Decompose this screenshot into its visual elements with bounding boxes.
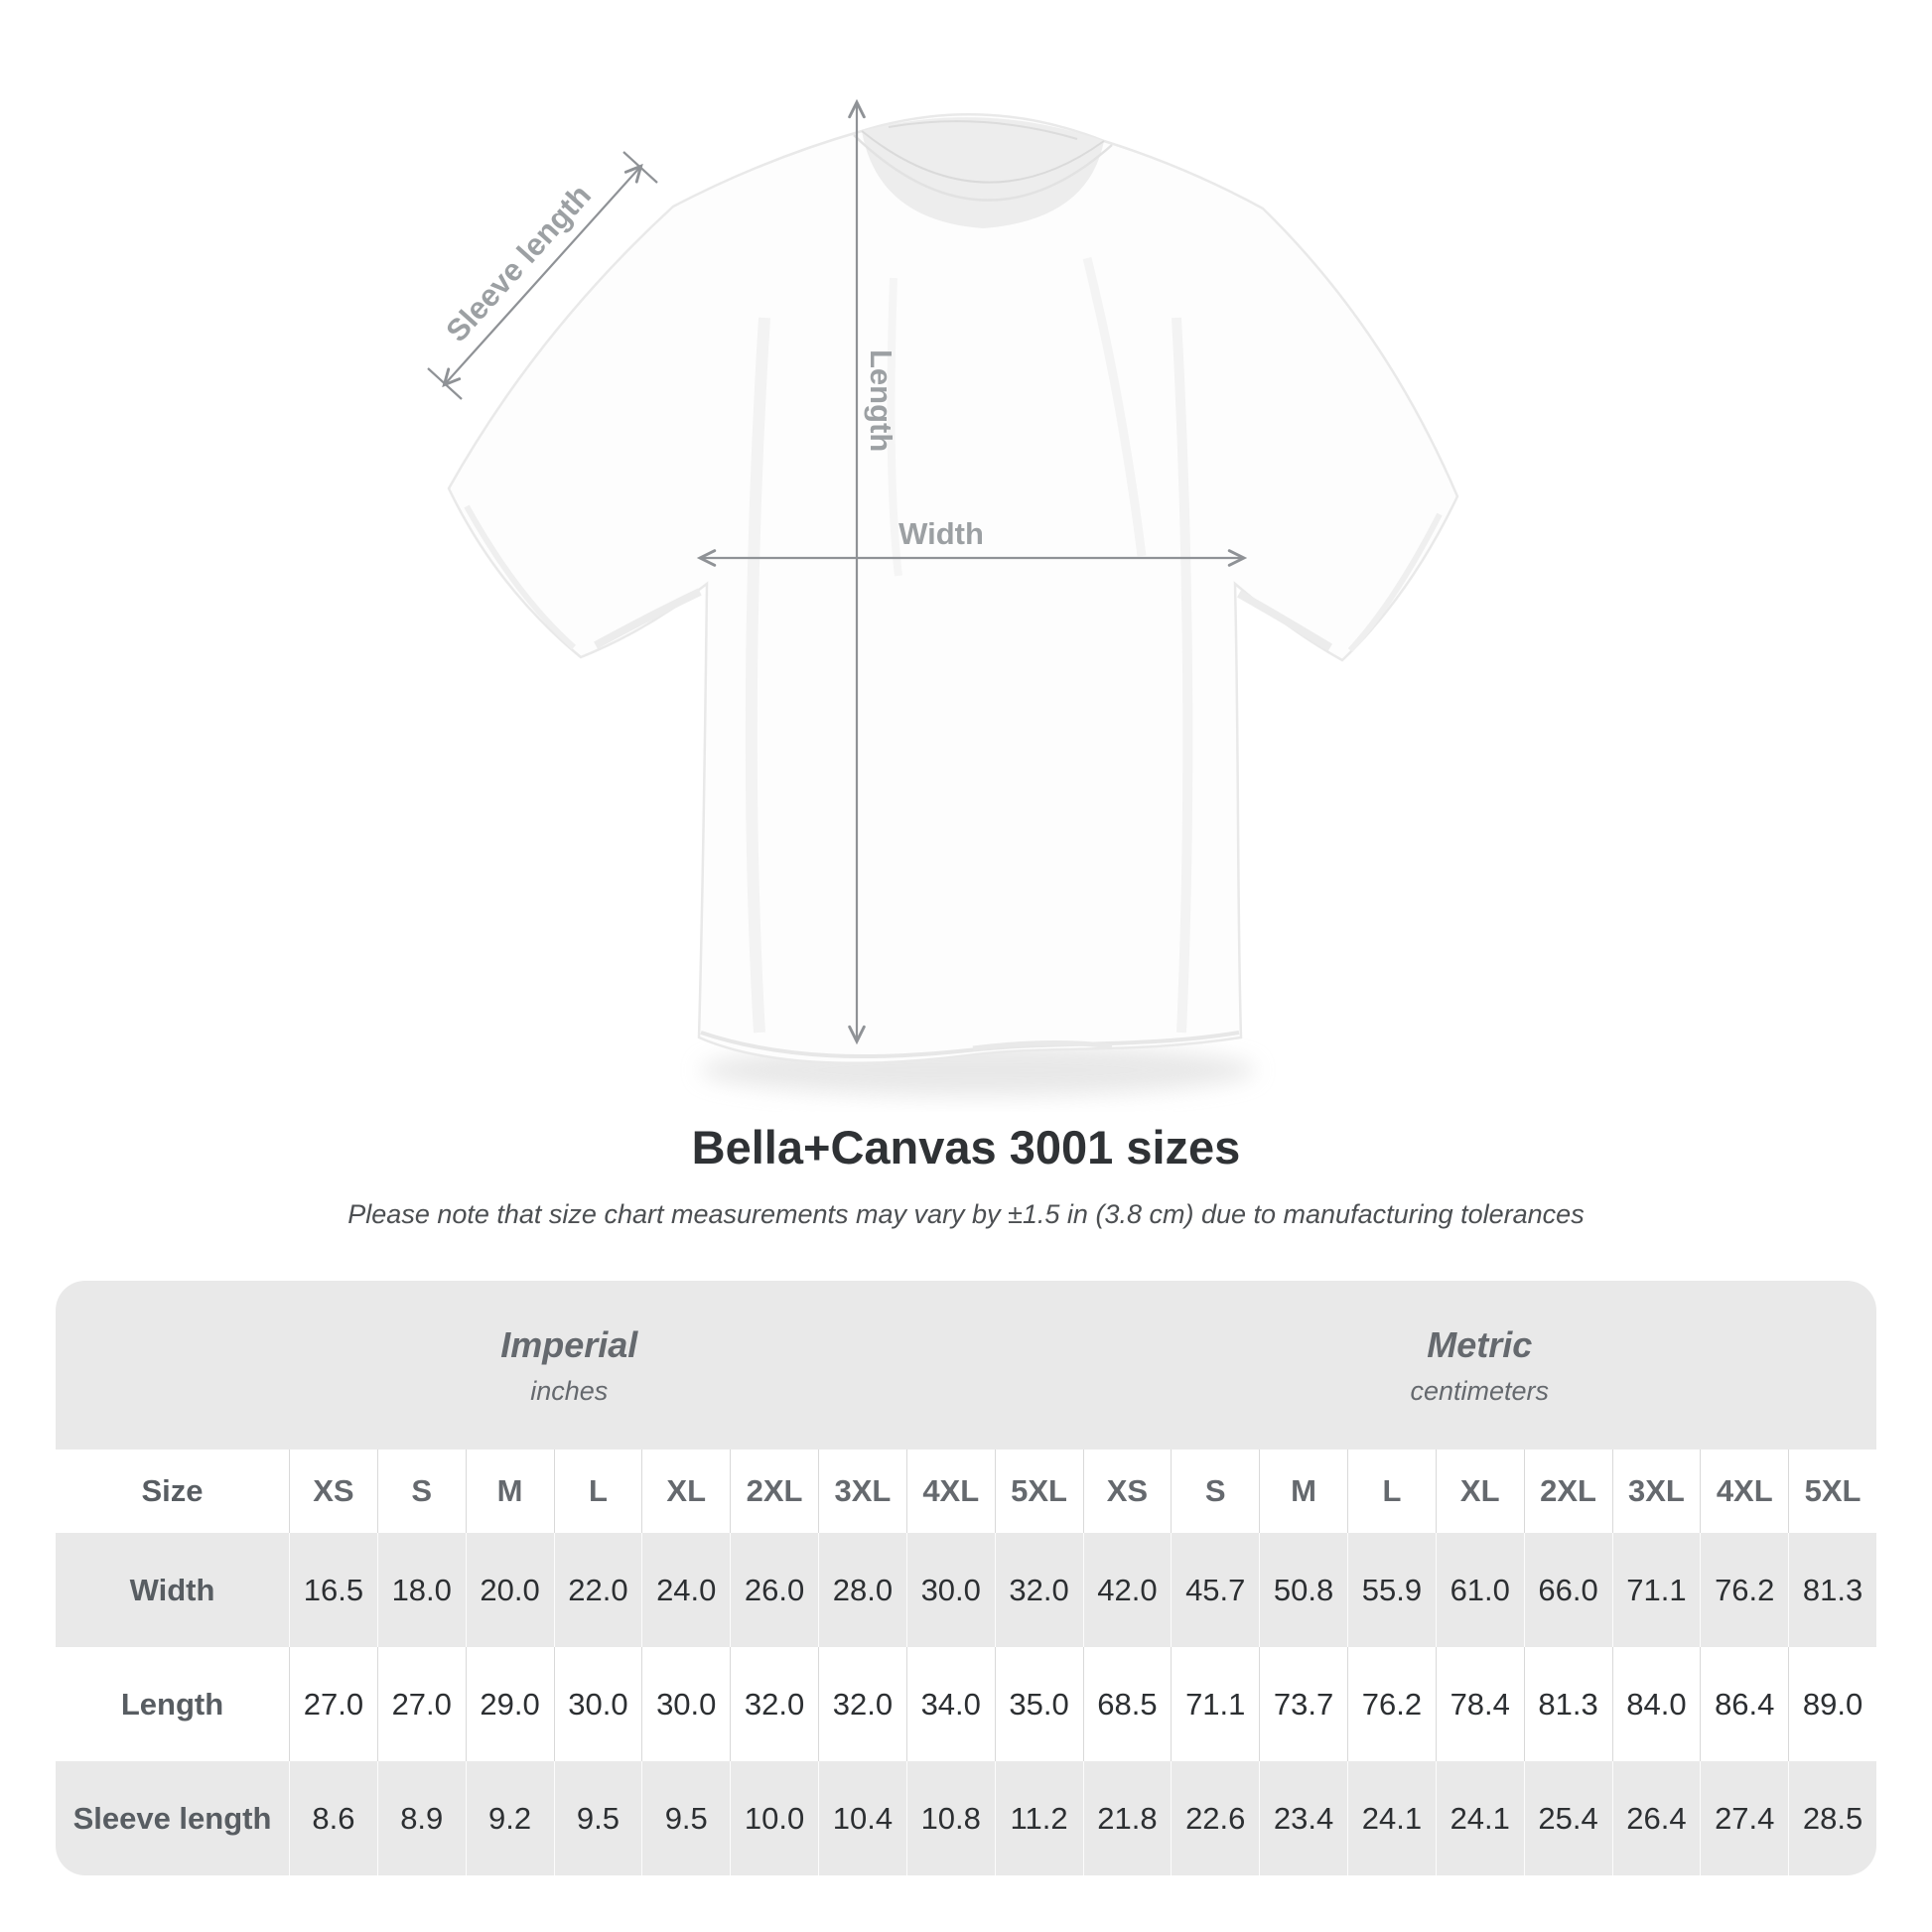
- table-cell: 24.1: [1436, 1761, 1524, 1875]
- size-header-imperial: XL: [641, 1449, 730, 1533]
- metric-group-name: Metric: [1427, 1323, 1533, 1365]
- table-cell: 27.0: [377, 1647, 466, 1761]
- size-header-imperial: M: [466, 1449, 554, 1533]
- table-cell: 10.8: [906, 1761, 995, 1875]
- table-cell: 32.0: [818, 1647, 906, 1761]
- table-cell: 32.0: [995, 1533, 1083, 1647]
- table-cell: 18.0: [377, 1533, 466, 1647]
- table-cell: 81.3: [1524, 1647, 1612, 1761]
- table-cell: 81.3: [1788, 1533, 1876, 1647]
- sleeve-arrow-tick-lower: [428, 368, 462, 399]
- table-cell: 23.4: [1259, 1761, 1347, 1875]
- size-header-imperial: XS: [289, 1449, 377, 1533]
- table-cell: 10.0: [730, 1761, 818, 1875]
- table-cell: 76.2: [1347, 1647, 1436, 1761]
- table-cell: 30.0: [641, 1647, 730, 1761]
- size-header-imperial: 5XL: [995, 1449, 1083, 1533]
- table-cell: 45.7: [1171, 1533, 1259, 1647]
- table-cell: 34.0: [906, 1647, 995, 1761]
- size-header-imperial: 2XL: [730, 1449, 818, 1533]
- size-header-metric: 4XL: [1700, 1449, 1788, 1533]
- table-cell: 24.1: [1347, 1761, 1436, 1875]
- row-label: Length: [120, 1686, 224, 1722]
- table-cell: 68.5: [1083, 1647, 1172, 1761]
- size-header-metric: XS: [1083, 1449, 1172, 1533]
- table-cell: 42.0: [1083, 1533, 1172, 1647]
- metric-group-unit: centimeters: [1410, 1375, 1550, 1406]
- table-cell: 32.0: [730, 1647, 818, 1761]
- tshirt-outline: [449, 114, 1457, 1063]
- sleeve-length-label: Sleeve length: [439, 178, 599, 348]
- table-cell: 73.7: [1259, 1647, 1347, 1761]
- imperial-group-name: Imperial: [500, 1323, 638, 1365]
- table-cell: 9.5: [554, 1761, 642, 1875]
- table-cell: 29.0: [466, 1647, 554, 1761]
- size-column-header: Size: [141, 1473, 204, 1508]
- table-cell: 55.9: [1347, 1533, 1436, 1647]
- table-cell: 8.9: [377, 1761, 466, 1875]
- size-header-metric: M: [1259, 1449, 1347, 1533]
- table-cell: 25.4: [1524, 1761, 1612, 1875]
- size-header-imperial: 4XL: [906, 1449, 995, 1533]
- table-cell: 71.1: [1171, 1647, 1259, 1761]
- sleeve-arrow-tick-upper: [623, 152, 657, 183]
- table-cell: 28.5: [1788, 1761, 1876, 1875]
- length-label: Length: [864, 349, 898, 453]
- table-cell: 8.6: [289, 1761, 377, 1875]
- table-cell: 27.0: [289, 1647, 377, 1761]
- size-header-metric: 3XL: [1612, 1449, 1701, 1533]
- page-title: Bella+Canvas 3001 sizes: [691, 1121, 1241, 1173]
- size-header-imperial: S: [377, 1449, 466, 1533]
- size-header-metric: 2XL: [1524, 1449, 1612, 1533]
- table-row: [56, 1647, 1876, 1761]
- table-cell: 30.0: [554, 1647, 642, 1761]
- size-header-metric: S: [1171, 1449, 1259, 1533]
- table-cell: 21.8: [1083, 1761, 1172, 1875]
- page-subtitle: Please note that size chart measurements may vary by ±1.5 in (3.8 cm) due to manufacturing tolerances: [347, 1199, 1585, 1229]
- size-header-metric: 5XL: [1788, 1449, 1876, 1533]
- imperial-group-unit: inches: [530, 1375, 609, 1406]
- table-cell: 9.2: [466, 1761, 554, 1875]
- table-row: [56, 1533, 1876, 1647]
- table-cell: 9.5: [641, 1761, 730, 1875]
- table-cell: 24.0: [641, 1533, 730, 1647]
- unit-group-row: [56, 1281, 1876, 1449]
- row-label: Width: [129, 1572, 215, 1607]
- table-cell: 61.0: [1436, 1533, 1524, 1647]
- table-cell: 26.4: [1612, 1761, 1701, 1875]
- row-label: Sleeve length: [72, 1800, 272, 1836]
- size-header-imperial: L: [554, 1449, 642, 1533]
- table-cell: 50.8: [1259, 1533, 1347, 1647]
- table-cell: 66.0: [1524, 1533, 1612, 1647]
- imperial-group-header: [56, 1281, 1083, 1449]
- metric-group-header: [1083, 1281, 1877, 1449]
- table-cell: 27.4: [1700, 1761, 1788, 1875]
- table-cell: 86.4: [1700, 1647, 1788, 1761]
- table-cell: 26.0: [730, 1533, 818, 1647]
- size-table: [56, 1281, 1876, 1875]
- size-header-metric: L: [1347, 1449, 1436, 1533]
- table-cell: 78.4: [1436, 1647, 1524, 1761]
- table-cell: 10.4: [818, 1761, 906, 1875]
- table-cell: 28.0: [818, 1533, 906, 1647]
- table-cell: 71.1: [1612, 1533, 1701, 1647]
- size-header-metric: XL: [1436, 1449, 1524, 1533]
- size-header-imperial: 3XL: [818, 1449, 906, 1533]
- table-cell: 89.0: [1788, 1647, 1876, 1761]
- table-cell: 35.0: [995, 1647, 1083, 1761]
- table-cell: 22.6: [1171, 1761, 1259, 1875]
- table-cell: 20.0: [466, 1533, 554, 1647]
- table-row: [56, 1761, 1876, 1875]
- table-cell: 11.2: [995, 1761, 1083, 1875]
- table-cell: 16.5: [289, 1533, 377, 1647]
- size-header-row: [56, 1449, 1876, 1533]
- table-cell: 76.2: [1700, 1533, 1788, 1647]
- table-cell: 22.0: [554, 1533, 642, 1647]
- table-cell: 30.0: [906, 1533, 995, 1647]
- table-cell: 84.0: [1612, 1647, 1701, 1761]
- width-label: Width: [898, 516, 984, 551]
- measurement-rows: [56, 1533, 1876, 1875]
